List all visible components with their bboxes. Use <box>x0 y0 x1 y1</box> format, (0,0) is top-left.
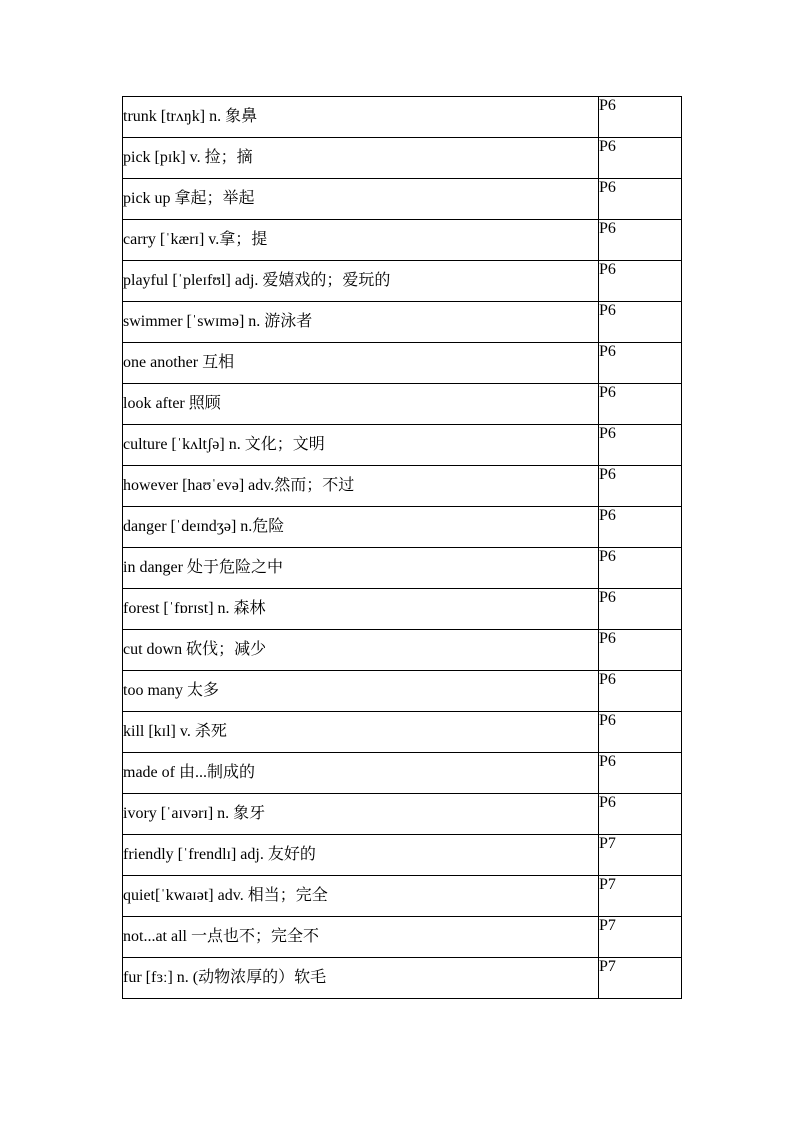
table-row <box>123 343 682 384</box>
page-reference: P6 <box>599 220 682 261</box>
table-row <box>123 630 682 671</box>
page-reference: P6 <box>599 343 682 384</box>
vocab-entry: ivory [ˈaɪvərɪ] n. 象牙 <box>123 794 599 835</box>
vocab-entry: playful [ˈpleɪfʊl] adj. 爱嬉戏的；爱玩的 <box>123 261 599 302</box>
table-row <box>123 179 682 220</box>
page-reference: P7 <box>599 835 682 876</box>
table-row <box>123 220 682 261</box>
vocab-entry: swimmer [ˈswɪmə] n. 游泳者 <box>123 302 599 343</box>
vocab-entry: however [haʊˈevə] adv.然而；不过 <box>123 466 599 507</box>
vocab-entry: fur [fɜː] n. (动物浓厚的）软毛 <box>123 958 599 999</box>
table-row <box>123 302 682 343</box>
table-row <box>123 138 682 179</box>
page-reference: P6 <box>599 589 682 630</box>
table-row <box>123 794 682 835</box>
table-row <box>123 507 682 548</box>
vocabulary-table <box>122 96 682 999</box>
vocab-entry: in danger 处于危险之中 <box>123 548 599 589</box>
page-reference: P7 <box>599 958 682 999</box>
page-reference: P6 <box>599 548 682 589</box>
page-reference: P7 <box>599 917 682 958</box>
page-reference: P6 <box>599 753 682 794</box>
vocab-entry: not...at all 一点也不；完全不 <box>123 917 599 958</box>
page-reference: P7 <box>599 876 682 917</box>
page-reference: P6 <box>599 630 682 671</box>
page-reference: P6 <box>599 97 682 138</box>
page-reference: P6 <box>599 671 682 712</box>
vocab-entry: friendly [ˈfrendlɪ] adj. 友好的 <box>123 835 599 876</box>
vocab-entry: one another 互相 <box>123 343 599 384</box>
vocab-entry: made of 由...制成的 <box>123 753 599 794</box>
vocab-entry: trunk [trʌŋk] n. 象鼻 <box>123 97 599 138</box>
table-row <box>123 548 682 589</box>
page-reference: P6 <box>599 384 682 425</box>
page-reference: P6 <box>599 179 682 220</box>
table-row <box>123 384 682 425</box>
page-reference: P6 <box>599 261 682 302</box>
table-row <box>123 917 682 958</box>
table-row <box>123 466 682 507</box>
table-row <box>123 753 682 794</box>
table-row <box>123 261 682 302</box>
vocab-entry: quiet[ˈkwaɪət] adv. 相当；完全 <box>123 876 599 917</box>
table-row <box>123 958 682 999</box>
table-row <box>123 876 682 917</box>
page-reference: P6 <box>599 794 682 835</box>
vocabulary-table-body <box>123 97 682 999</box>
page-reference: P6 <box>599 507 682 548</box>
vocab-entry: forest [ˈfɒrɪst] n. 森林 <box>123 589 599 630</box>
table-row <box>123 97 682 138</box>
page-reference: P6 <box>599 466 682 507</box>
table-row <box>123 835 682 876</box>
vocab-entry: carry [ˈkærɪ] v.拿；提 <box>123 220 599 261</box>
vocab-entry: pick up 拿起；举起 <box>123 179 599 220</box>
table-row <box>123 425 682 466</box>
page-reference: P6 <box>599 138 682 179</box>
vocab-entry: kill [kɪl] v. 杀死 <box>123 712 599 753</box>
page-reference: P6 <box>599 302 682 343</box>
vocab-entry: cut down 砍伐；减少 <box>123 630 599 671</box>
vocab-entry: look after 照顾 <box>123 384 599 425</box>
table-row <box>123 712 682 753</box>
vocab-entry: too many 太多 <box>123 671 599 712</box>
table-row <box>123 589 682 630</box>
page-reference: P6 <box>599 425 682 466</box>
table-row <box>123 671 682 712</box>
vocab-entry: danger [ˈdeɪndʒə] n.危险 <box>123 507 599 548</box>
vocab-entry: pick [pɪk] v. 捡；摘 <box>123 138 599 179</box>
page-reference: P6 <box>599 712 682 753</box>
vocab-entry: culture [ˈkʌltʃə] n. 文化；文明 <box>123 425 599 466</box>
